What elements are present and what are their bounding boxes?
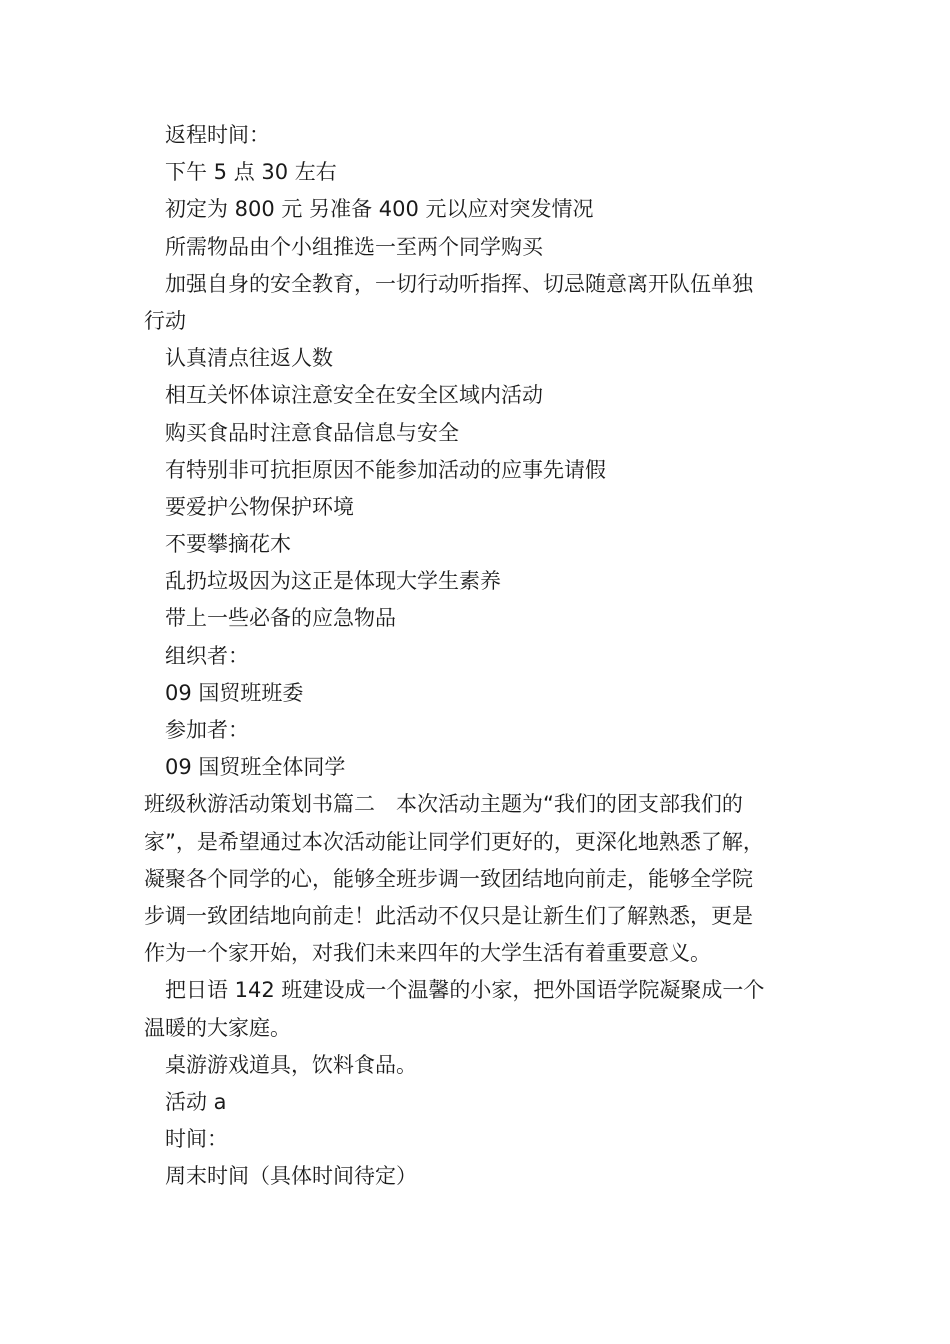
time-label: 时间： bbox=[165, 1127, 228, 1152]
section-two-line-5: 作为一个家开始，对我们未来四年的大学生活有着重要意义。 bbox=[144, 941, 711, 966]
litter-line: 乱扔垃圾因为这正是体现大学生素养 bbox=[165, 569, 501, 594]
goal-line: 把日语 142 班建设成一个温馨的小家，把外国语学院凝聚成一个 bbox=[165, 978, 765, 1003]
participants-value: 09 国贸班全体同学 bbox=[165, 755, 346, 780]
return-time-value: 下午 5 点 30 左右 bbox=[165, 160, 337, 185]
organizer-label: 组织者： bbox=[165, 643, 249, 668]
safety-line: 加强自身的安全教育，一切行动听指挥、切忌随意离开队伍单独 bbox=[165, 271, 753, 296]
goal-line-continued: 温暖的大家庭。 bbox=[144, 1015, 291, 1040]
supplies-line: 所需物品由个小组推选一至两个同学购买 bbox=[165, 234, 543, 259]
food-safety-line: 购买食品时注意食品信息与安全 bbox=[165, 420, 459, 445]
no-picking-flowers-line: 不要攀摘花木 bbox=[165, 532, 291, 557]
document-body bbox=[144, 117, 824, 1195]
section-two-line-2: 家”，是希望通过本次活动能让同学们更好的，更深化地熟悉了解， bbox=[144, 829, 764, 854]
leave-request-line: 有特别非可抗拒原因不能参加活动的应事先请假 bbox=[165, 457, 606, 482]
activity-a-label: 活动 a bbox=[165, 1089, 227, 1114]
section-two-line-3: 凝聚各个同学的心，能够全班步调一致团结地向前走，能够全学院 bbox=[144, 866, 753, 891]
budget-line: 初定为 800 元 另准备 400 元以应对突发情况 bbox=[165, 197, 594, 222]
headcount-line: 认真清点往返人数 bbox=[165, 346, 333, 371]
care-line: 相互关怀体谅注意安全在安全区域内活动 bbox=[165, 383, 543, 408]
time-value: 周末时间（具体时间待定） bbox=[165, 1164, 417, 1189]
section-two-line-1: 班级秋游活动策划书篇二 本次活动主题为“我们的团支部我们的 bbox=[144, 792, 743, 817]
emergency-supplies-line: 带上一些必备的应急物品 bbox=[165, 606, 396, 631]
return-time-label: 返程时间： bbox=[165, 123, 270, 147]
section-two-line-4: 步调一致团结地向前走！此活动不仅只是让新生们了解熟悉，更是 bbox=[144, 903, 753, 928]
props-line: 桌游游戏道具，饮料食品。 bbox=[165, 1052, 417, 1077]
participants-label: 参加者： bbox=[165, 718, 249, 742]
protect-environment-line: 要爱护公物保护环境 bbox=[165, 494, 354, 519]
safety-line-continued: 行动 bbox=[144, 308, 186, 333]
organizer-value: 09 国贸班班委 bbox=[165, 680, 304, 705]
